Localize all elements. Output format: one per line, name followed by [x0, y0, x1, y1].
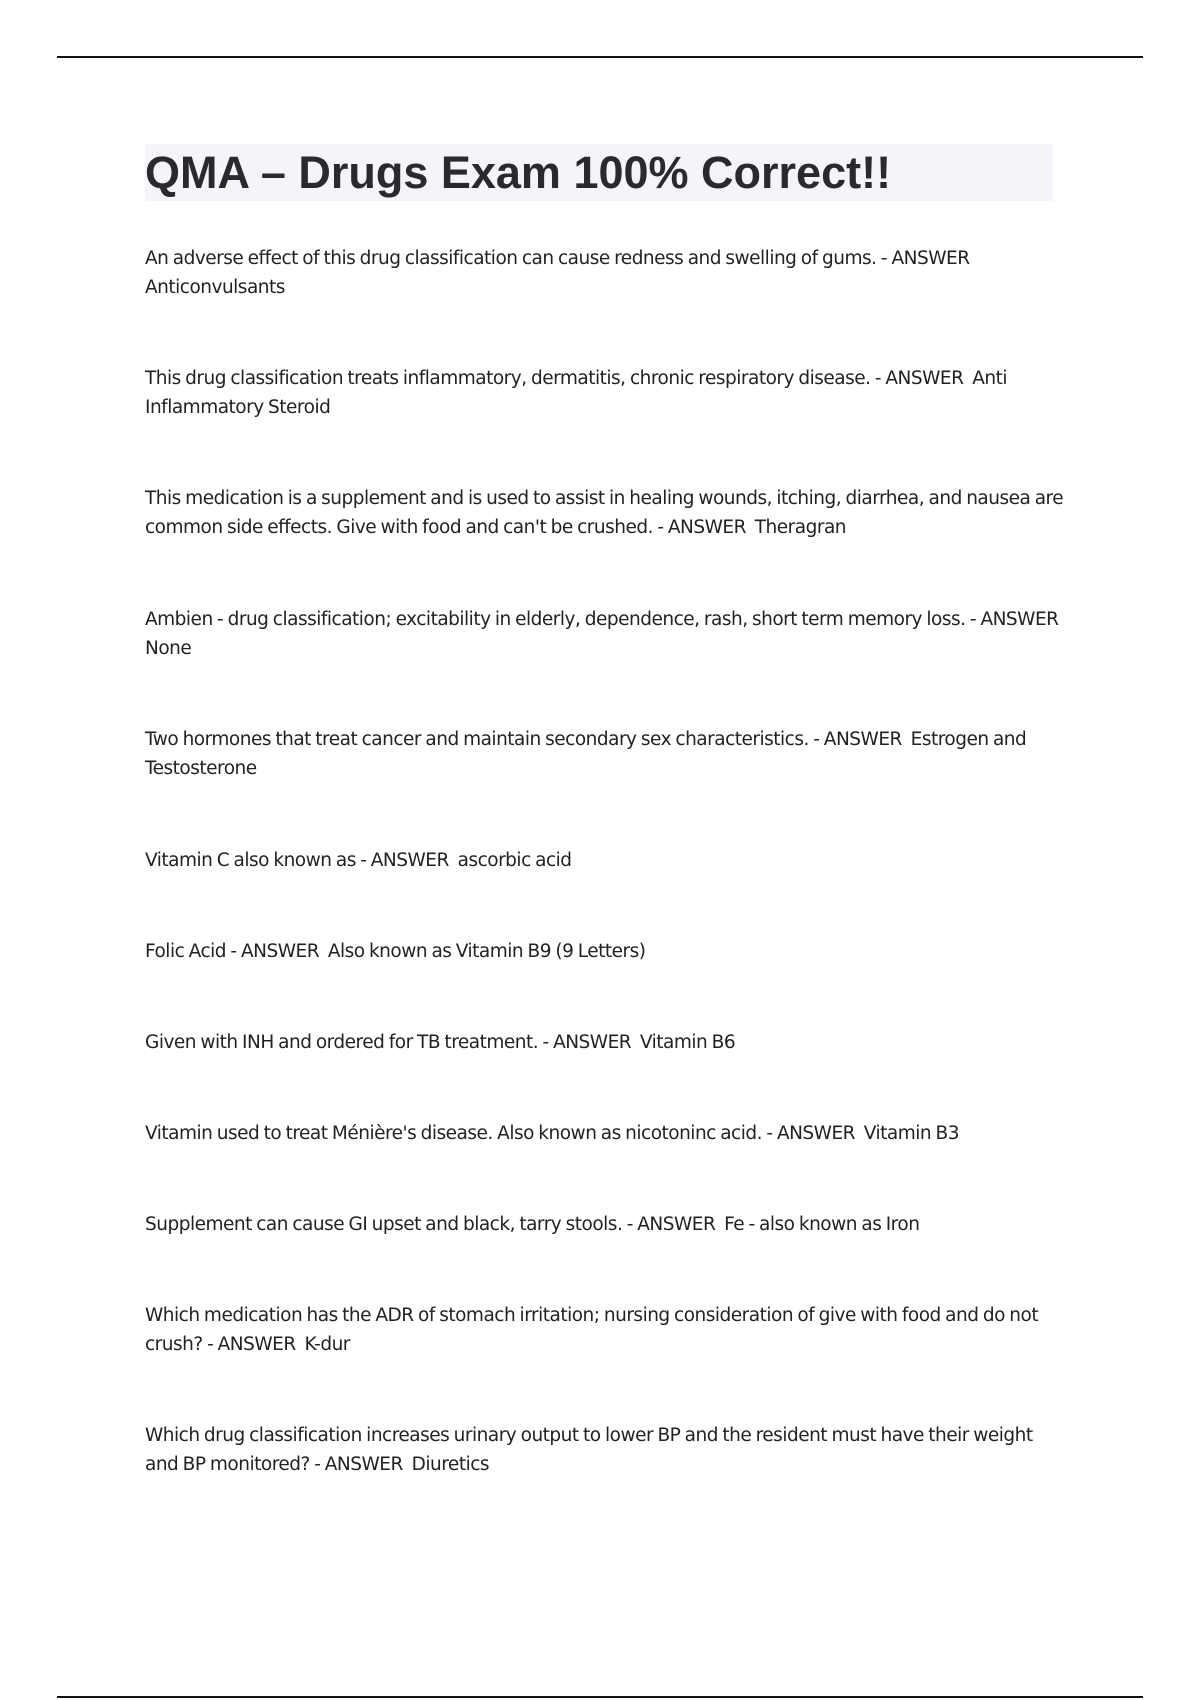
qa-item-10: [145, 1210, 1065, 1239]
separator: -: [622, 1214, 638, 1235]
qa-item-6: [145, 846, 1065, 875]
separator: -: [226, 941, 241, 962]
document-title: QMA – Drugs Exam 100% Correct!!: [145, 147, 892, 198]
answer-prefix: ANSWER: [823, 729, 911, 750]
question-text: Vitamin C also known as: [145, 850, 356, 871]
separator: -: [876, 248, 892, 269]
qa-item-9: [145, 1119, 1065, 1148]
answer-text: ascorbic acid: [457, 850, 572, 871]
question-text: Given with INH and ordered for TB treatment.: [145, 1032, 539, 1053]
answer-text: Anticonvulsants: [145, 277, 285, 298]
answer-prefix: ANSWER: [324, 1454, 412, 1475]
answer-prefix: ANSWER: [370, 850, 458, 871]
header-rule: [57, 56, 1143, 58]
footer-rule: [57, 1696, 1143, 1698]
qa-item-7: [145, 937, 1065, 966]
answer-prefix: ANSWER: [240, 941, 328, 962]
question-text: Two hormones that treat cancer and maintain secondary sex characteristics.: [145, 729, 809, 750]
question-text: This drug classification treats inflammatory, dermatitis, chronic respiratory disease.: [145, 368, 871, 389]
question-text: Ambien - drug classification; excitability in elderly, dependence, rash, short term memory loss.: [145, 609, 966, 630]
separator: -: [870, 368, 886, 389]
question-text: Folic Acid: [145, 941, 227, 962]
answer-text: Vitamin B6: [639, 1032, 736, 1053]
qa-item-3: [145, 484, 1065, 542]
separator: -: [965, 609, 981, 630]
answer-text: None: [145, 638, 192, 659]
question-text: This medication is a supplement and is used to assist in healing wounds, itching, diarrhea, and nausea are common side effects. Give with food and can't be crushed.: [145, 488, 1064, 538]
answer-prefix: ANSWER: [553, 1032, 640, 1053]
question-text: Which medication has the ADR of stomach irritation; nursing consideration of give with food and do not crush?: [145, 1305, 1039, 1355]
separator: -: [762, 1123, 777, 1144]
separator: -: [652, 517, 668, 538]
answer-prefix: ANSWER: [885, 368, 973, 389]
answer-prefix: ANSWER: [776, 1123, 864, 1144]
answer-text: K-dur: [304, 1334, 350, 1355]
answer-text: Estrogen and Testosterone: [145, 729, 1027, 779]
question-text: Vitamin used to treat Ménière's disease. Also known as nicotoninc acid.: [145, 1123, 762, 1144]
answer-text: Diuretics: [411, 1454, 490, 1475]
question-text: An adverse effect of this drug classification can cause redness and swelling of gums.: [145, 248, 877, 269]
separator: -: [355, 850, 371, 871]
qa-item-12: [145, 1421, 1065, 1479]
separator: -: [808, 729, 824, 750]
question-text: Supplement can cause GI upset and black, tarry stools.: [145, 1214, 623, 1235]
answer-prefix: ANSWER: [980, 609, 1068, 630]
qa-item-8: [145, 1028, 1065, 1057]
answer-prefix: ANSWER: [637, 1214, 725, 1235]
answer-prefix: ANSWER: [667, 517, 755, 538]
separator: -: [309, 1454, 325, 1475]
answer-prefix: ANSWER: [217, 1334, 305, 1355]
question-text: Which drug classification increases urinary output to lower BP and the resident must have their weight and BP monitored?: [145, 1425, 1033, 1475]
answer-text: Theragran: [754, 517, 847, 538]
qa-item-5: [145, 725, 1065, 783]
answer-text: Also known as Vitamin B9 (9 Letters): [327, 941, 646, 962]
separator: -: [538, 1032, 554, 1053]
qa-item-11: [145, 1301, 1065, 1359]
answer-text: Fe - also known as Iron: [724, 1214, 920, 1235]
answer-prefix: ANSWER: [891, 248, 979, 269]
answer-text: Vitamin B3: [863, 1123, 959, 1144]
separator: -: [202, 1334, 218, 1355]
qa-item-2: [145, 364, 1065, 422]
qa-item-4: [145, 605, 1068, 663]
qa-item-1: [145, 244, 1065, 302]
answer-text: Anti Inflammatory Steroid: [145, 368, 1008, 418]
